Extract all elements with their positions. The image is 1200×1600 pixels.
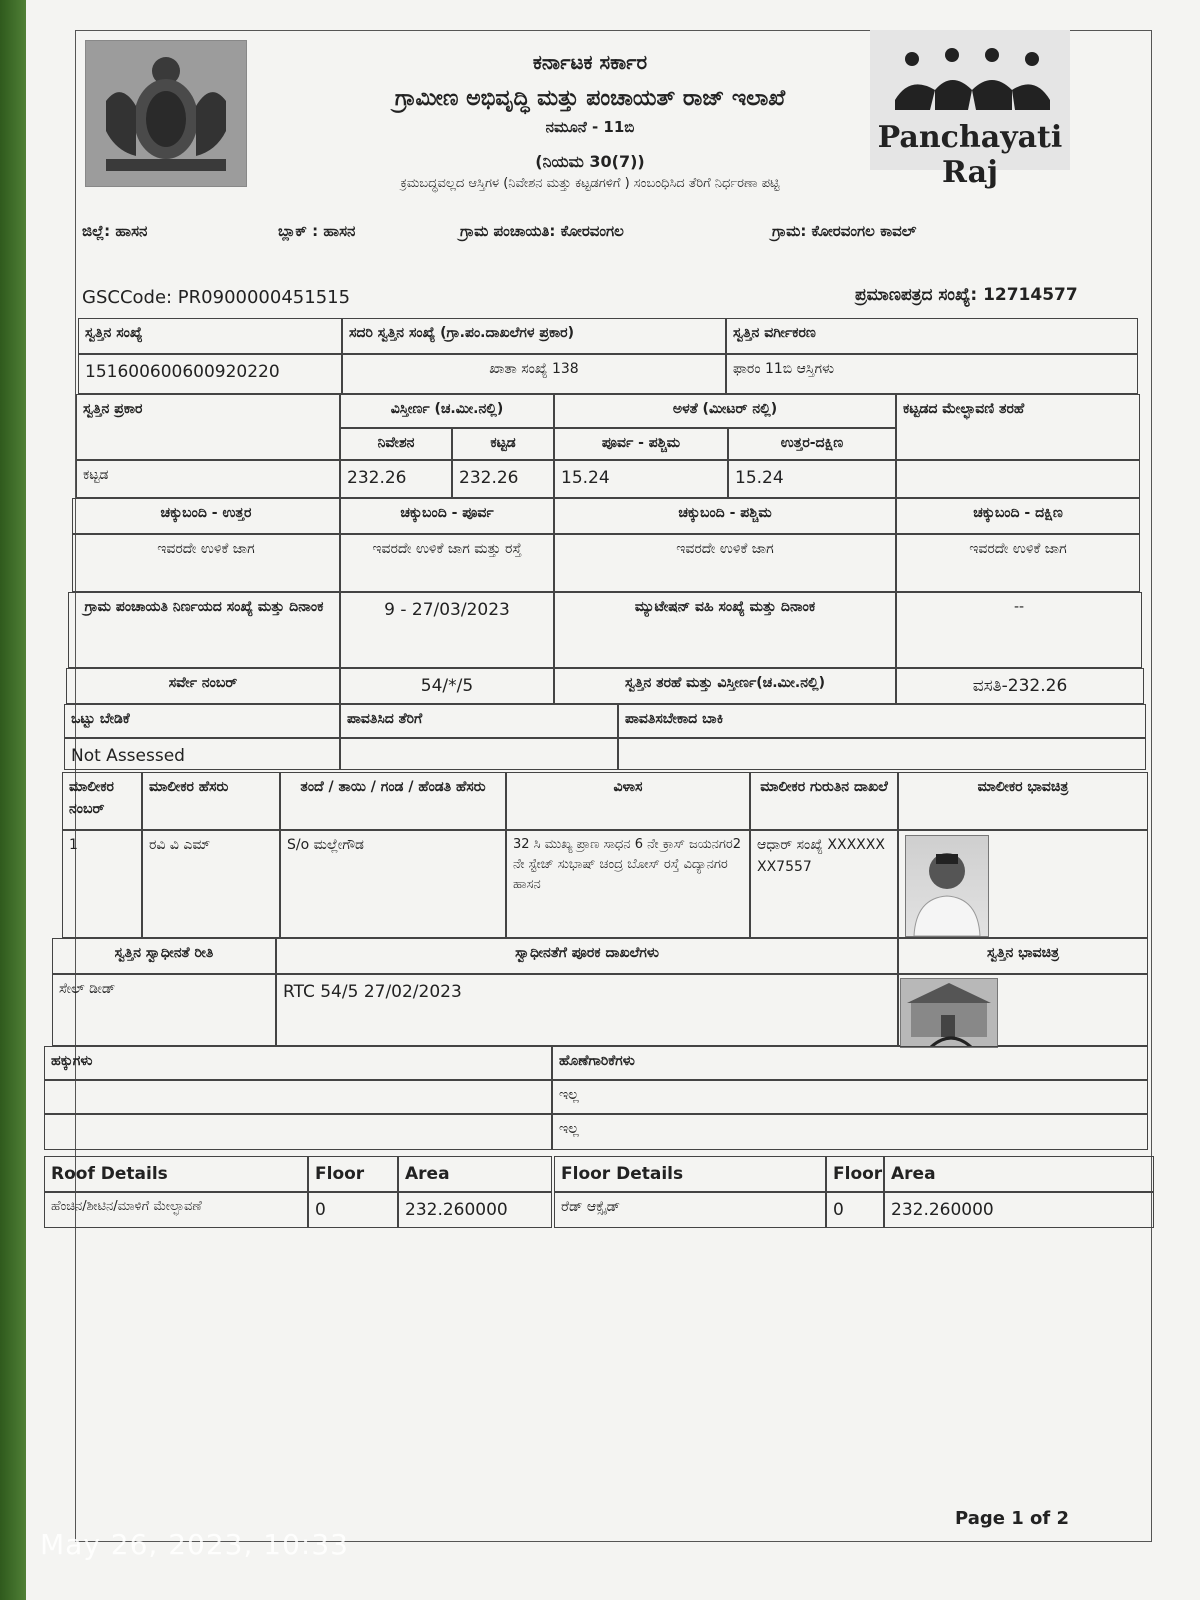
liability-value-1: ಇಲ್ಲ — [552, 1080, 1148, 1114]
district-label: ಜಿಲ್ಲೆ: ಹಾಸನ — [82, 222, 148, 240]
relation-label: ತಂದೆ / ತಾಯಿ / ಗಂಡ / ಹೆಂಡತಿ ಹೆಸರು — [280, 772, 506, 830]
owner-number-value: 1 — [62, 830, 142, 938]
classification-value: ಫಾರಂ 11ಬಿ ಆಸ್ತಿಗಳು — [726, 354, 1138, 394]
owner-name-value: ರವಿ ವಿ ಎಮ್ — [142, 830, 280, 938]
total-demand-label: ಒಟ್ಟು ಬೇಡಿಕೆ — [64, 704, 340, 738]
liabilities-label: ಹೊಣೆಗಾರಿಕೆಗಳು — [552, 1046, 1148, 1080]
north-south-label: ಉತ್ತರ-ದಕ್ಷಿಣ — [728, 428, 896, 460]
owner-photo-label: ಮಾಲೀಕರ ಭಾವಚಿತ್ರ — [898, 772, 1148, 830]
owner-name-label: ಮಾಲೀಕರ ಹೆಸರು — [142, 772, 280, 830]
property-id-label: ಸ್ವತ್ತಿನ ಸಂಖ್ಯೆ — [78, 318, 342, 354]
sadari-label: ಸದರಿ ಸ್ವತ್ತಿನ ಸಂಖ್ಯೆ (ಗ್ರಾ.ಪಂ.ದಾಖಲೆಗಳ ಪ್ರಕಾರ) — [342, 318, 726, 354]
rights-label: ಹಕ್ಕುಗಳು — [44, 1046, 552, 1080]
property-kind-value: ವಸತಿ-232.26 — [896, 668, 1144, 704]
site-label: ನಿವೇಶನ — [340, 428, 452, 460]
roof-type-label: ಕಟ್ಟಡದ ಮೇಲ್ಛಾವಣಿ ತರಹೆ — [896, 394, 1140, 460]
floor-floor-value: 0 — [826, 1192, 884, 1228]
resolution-label: ಗ್ರಾಮ ಪಂಚಾಯತಿ ನಿರ್ಣಯದ ಸಂಖ್ಯೆ ಮತ್ತು ದಿನಾಂಕ — [68, 592, 340, 668]
gsc-code: GSCCode: PR0900000451515 — [82, 287, 351, 308]
rule-number: (ನಿಯಮ 30(7)) — [535, 152, 645, 171]
north-south-value: 15.24 — [728, 460, 896, 498]
building-area-value: 232.26 — [452, 460, 554, 498]
mutation-value: -- — [896, 592, 1142, 668]
owner-photo — [905, 835, 989, 937]
certificate-number: ಪ್ರಮಾಣಪತ್ರದ ಸಂಖ್ಯೆ: 12714577 — [855, 285, 1078, 305]
page-number: Page 1 of 2 — [955, 1508, 1069, 1529]
ownership-docs-label: ಸ್ವಾಧೀನತೆಗೆ ಪೂರಕ ದಾಖಲೆಗಳು — [276, 938, 898, 974]
gram-panchayat-label: ಗ್ರಾಮ ಪಂಚಾಯತಿ: ಕೋರವಂಗಲ — [460, 222, 624, 240]
roof-details-header: Roof Details — [44, 1156, 308, 1192]
balance-label: ಪಾವತಿಸಬೇಕಾದ ಬಾಕಿ — [618, 704, 1146, 738]
ownership-docs-value: RTC 54/5 27/02/2023 — [276, 974, 898, 1046]
govt-title: ಕರ್ನಾಟಕ ಸರ್ಕಾರ — [532, 50, 648, 74]
east-west-value: 15.24 — [554, 460, 728, 498]
owner-number-label: ಮಾಲೀಕರ ನಂಬರ್ — [62, 772, 142, 830]
relation-value: S/o ಮಲ್ಲೇಗೌಡ — [280, 830, 506, 938]
property-type-label: ಸ್ವತ್ತಿನ ಪ್ರಕಾರ — [76, 394, 340, 460]
paid-tax-value — [340, 738, 618, 770]
survey-label: ಸರ್ವೇ ನಂಬರ್ — [66, 668, 340, 704]
floor-type-cell: ರೆಡ್ ಆಕ್ಸೈಡ್ — [554, 1192, 826, 1228]
boundary-west-label: ಚಕ್ಕುಬಂದಿ - ಪಶ್ಚಿಮ — [554, 498, 896, 534]
classification-label: ಸ್ವತ್ತಿನ ವರ್ಗೀಕರಣ — [726, 318, 1138, 354]
document-subtitle: ಕ್ರಮಬದ್ಧವಲ್ಲದ ಆಸ್ತಿಗಳ (ನಿವೇಶನ ಮತ್ತು ಕಟ್ಟಡಗಳಿಗೆ ) ಸಂಬಂಧಿಸಿದ ತೆರಿಗೆ ನಿರ್ಧರಣಾ ಪಟ್ಟಿ — [400, 176, 780, 191]
address-value: 32 ಸಿ ಮುಖ್ಯ ಪ್ರಾಣ ಸಾಧನ 6 ನೇ ಕ್ರಾಸ್ ಜಯನಗರ2 ನೇ ಸ್ಟೇಜ್ ಸುಭಾಷ್ ಚಂದ್ರ ಬೋಸ್ ರಸ್ತೆ ವಿದ್ಯಾನಗರ ಹಾಸನ — [506, 830, 750, 938]
property-photo — [900, 978, 998, 1048]
floor-details-header: Floor Details — [554, 1156, 826, 1192]
resolution-value: 9 - 27/03/2023 — [340, 592, 554, 668]
east-west-label: ಪೂರ್ವ - ಪಶ್ಚಿಮ — [554, 428, 728, 460]
photo-timestamp: May 26, 2023, 10:33 — [40, 1528, 349, 1561]
rights-value-2 — [44, 1114, 552, 1150]
form-number: ನಮೂನೆ - 11ಬಿ — [545, 118, 635, 136]
floor-area-label: Area — [884, 1156, 1154, 1192]
panchayati-raj-logo — [870, 30, 1070, 190]
roof-type-cell: ಹೆಂಚಿನ/ಶೀಟಿನ/ಮಾಳಿಗೆ ಮೇಲ್ಛಾವಣೆ — [44, 1192, 308, 1228]
owner-id-label: ಮಾಲೀಕರ ಗುರುತಿನ ದಾಖಲೆ — [750, 772, 898, 830]
boundary-south-label: ಚಕ್ಕುಬಂದಿ - ದಕ್ಷಿಣ — [896, 498, 1140, 534]
roof-area-label: Area — [398, 1156, 552, 1192]
mutation-label: ಮ್ಯುಟೇಷನ್ ವಹಿ ಸಂಖ್ಯೆ ಮತ್ತು ದಿನಾಂಕ — [554, 592, 896, 668]
logo-text: Panchayati Raj — [877, 120, 1063, 190]
property-photo-label: ಸ್ವತ್ತಿನ ಭಾವಚಿತ್ರ — [898, 938, 1148, 974]
roof-type-value — [896, 460, 1140, 498]
property-type-value: ಕಟ್ಟಡ — [76, 460, 340, 498]
area-label: ವಿಸ್ತೀರ್ಣ (ಚ.ಮೀ.ನಲ್ಲಿ) — [340, 394, 554, 428]
roof-floor-label: Floor — [308, 1156, 398, 1192]
roof-floor-value: 0 — [308, 1192, 398, 1228]
roof-area-value: 232.260000 — [398, 1192, 552, 1228]
boundary-north-label: ಚಕ್ಕುಬಂದಿ - ಉತ್ತರ — [72, 498, 340, 534]
survey-value: 54/*/5 — [340, 668, 554, 704]
paid-tax-label: ಪಾವತಿಸಿದ ತೆರಿಗೆ — [340, 704, 618, 738]
ownership-method-value: ಸೇಲ್ ಡೀಡ್ — [52, 974, 276, 1046]
balance-value — [618, 738, 1146, 770]
property-id-value: 151600600600920220 — [78, 354, 342, 394]
boundary-south-value: ಇವರದೇ ಉಳಿಕೆ ಜಾಗ — [896, 534, 1140, 592]
site-area-value: 232.26 — [340, 460, 452, 498]
boundary-west-value: ಇವರದೇ ಉಳಿಕೆ ಜಾಗ — [554, 534, 896, 592]
ownership-method-label: ಸ್ವತ್ತಿನ ಸ್ವಾಧೀನತೆ ರೀತಿ — [52, 938, 276, 974]
property-kind-label: ಸ್ವತ್ತಿನ ತರಹೆ ಮತ್ತು ವಿಸ್ತೀರ್ಣ(ಚ.ಮೀ.ನಲ್ಲಿ) — [554, 668, 896, 704]
building-label: ಕಟ್ಟಡ — [452, 428, 554, 460]
total-demand-value: Not Assessed — [64, 738, 340, 770]
village-label: ಗ್ರಾಮ: ಕೋರವಂಗಲ ಕಾವಲ್ — [772, 222, 917, 240]
boundary-east-value: ಇವರದೇ ಉಳಿಕೆ ಜಾಗ ಮತ್ತು ರಸ್ತೆ — [340, 534, 554, 592]
address-label: ವಿಳಾಸ — [506, 772, 750, 830]
boundary-north-value: ಇವರದೇ ಉಳಿಕೆ ಜಾಗ — [72, 534, 340, 592]
boundary-east-label: ಚಕ್ಕುಬಂದಿ - ಪೂರ್ವ — [340, 498, 554, 534]
rights-value-1 — [44, 1080, 552, 1114]
liability-value-2: ಇಲ್ಲ — [552, 1114, 1148, 1150]
dimensions-label: ಅಳತೆ (ಮೀಟರ್ ನಲ್ಲಿ) — [554, 394, 896, 428]
floor-area-value: 232.260000 — [884, 1192, 1154, 1228]
block-label: ಬ್ಲಾಕ್ : ಹಾಸನ — [278, 222, 356, 240]
khata-number: ಖಾತಾ ಸಂಖ್ಯೆ 138 — [342, 354, 726, 394]
karnataka-emblem-icon — [85, 40, 247, 187]
floor-floor-label: Floor — [826, 1156, 884, 1192]
department-title: ಗ್ರಾಮೀಣ ಅಭಿವೃದ್ಧಿ ಮತ್ತು ಪಂಚಾಯತ್ ರಾಜ್ ಇಲಾಖೆ — [394, 86, 786, 111]
owner-id-value: ಆಧಾರ್ ಸಂಖ್ಯೆ XXXXXXXX7557 — [750, 830, 898, 938]
